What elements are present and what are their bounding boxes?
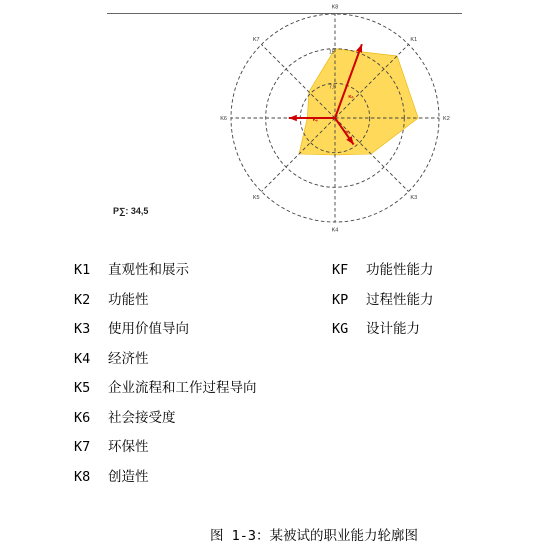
legend-item-kp <box>332 291 434 309</box>
vector-label-1: Kₙ <box>348 94 354 100</box>
legend-code: K1 <box>74 262 91 278</box>
legend-item-k6 <box>74 409 176 427</box>
radar-chart <box>220 5 450 234</box>
legend-code: K3 <box>74 321 91 337</box>
legend-item-k4 <box>74 350 149 368</box>
vector-label-3: Kₗ <box>345 129 350 135</box>
legend-code: K7 <box>74 439 91 455</box>
total-score-label: P∑: 34,5 <box>113 206 149 216</box>
profile-area <box>299 49 418 155</box>
legend-item-k1 <box>74 261 189 279</box>
axis-label-k2: K2 <box>443 116 450 122</box>
legend-text: 功能性 <box>108 291 149 308</box>
legend-text: 创造性 <box>108 468 149 485</box>
axis-label-k5: K5 <box>252 194 260 201</box>
legend-item-k5 <box>74 379 257 397</box>
legend-code: K6 <box>74 409 91 426</box>
axis-label-k6: K6 <box>220 116 227 122</box>
legend-item-k8 <box>74 468 149 486</box>
legend-code: K8 <box>74 468 91 485</box>
legend-text: 过程性能力 <box>366 291 434 308</box>
axis-label-k7: K7 <box>252 37 260 44</box>
legend-code: KG <box>332 321 349 337</box>
figure-caption: 图 1-3：某被试的职业能力轮廓图 <box>210 528 419 544</box>
legend-item-k3 <box>74 320 189 338</box>
legend-text: 社会接受度 <box>108 409 176 426</box>
legend-item-kg <box>332 320 420 338</box>
axis-label-k8: K8 <box>331 4 339 11</box>
legend-code: K4 <box>74 350 91 367</box>
legend-text: 环保性 <box>108 439 149 455</box>
axis-label-k1: K1 <box>410 37 418 44</box>
legend-text: 功能性能力 <box>366 262 434 278</box>
competence-profile-figure <box>0 0 553 240</box>
legend-code: KF <box>332 262 349 278</box>
legend-code: K5 <box>74 380 91 396</box>
legend-item-k7 <box>74 438 149 456</box>
legend-item-k2 <box>74 291 149 309</box>
axis-label-k3: K3 <box>410 194 418 201</box>
vector-label-2: Kₑ <box>312 117 318 122</box>
axis-label-k4: K4 <box>331 227 339 234</box>
legend-text: 使用价值导向 <box>108 321 189 337</box>
legend-item-kf <box>332 261 434 279</box>
legend-text: 企业流程和工作过程导向 <box>108 380 257 396</box>
legend-code: KP <box>332 291 349 308</box>
legend-text: 设计能力 <box>366 321 420 337</box>
vector-arrowhead-2 <box>289 115 297 121</box>
ring-tick-label-1: 7,5 <box>329 84 336 91</box>
legend-text: 直观性和展示 <box>108 262 189 278</box>
ring-tick-label-2: 15 <box>329 49 335 56</box>
legend-text: 经济性 <box>108 350 149 367</box>
legend-code: K2 <box>74 291 91 308</box>
